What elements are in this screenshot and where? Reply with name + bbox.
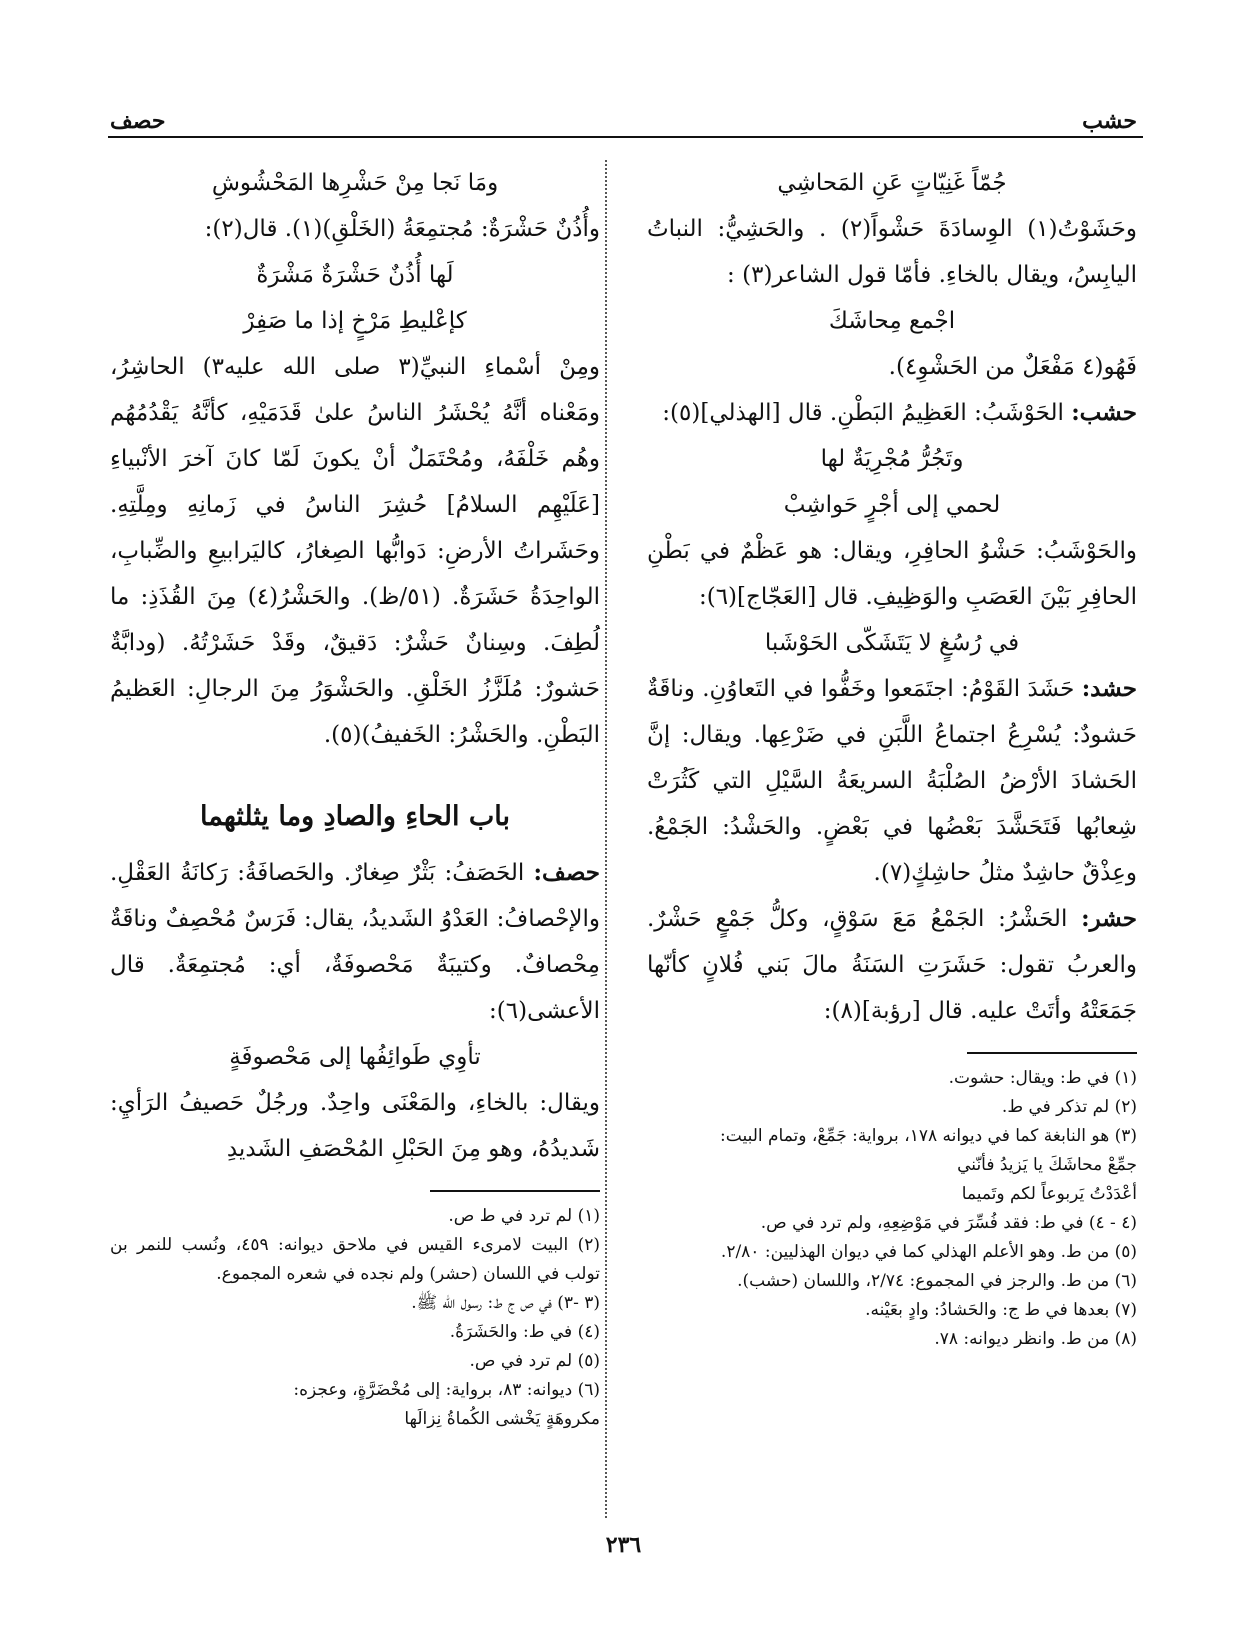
footnote: (٤ - ٤) في ط: فقد فُسِّرَ في مَوْضِعِهِ، ولم ترد في ص. <box>760 1213 1137 1233</box>
footnote: (٧) بعدها في ط ج: والحَشادُ: وادٍ بعَيْنه. <box>865 1300 1137 1320</box>
footnote: (٢) لم تذكر في ط. <box>1001 1097 1137 1117</box>
footnote: (٦) من ط. والرجز في المجموع: ٢/٧٤، واللسان (حشب). <box>737 1271 1137 1291</box>
header-right-word: حشب <box>1082 108 1137 134</box>
footnote: (٨) من ط. وانظر ديوانه: ٧٨. <box>934 1329 1137 1349</box>
footnote: (٣) هو النابغة كما في ديوانه ١٧٨، برواية: جَمِّعْ، وتمام البيت: <box>720 1126 1137 1146</box>
entry-text: حَشَدَ القَوْمُ: اجتَمَعوا وخَفُّوا في التَعاوُنِ. وناقَةٌ حَشودٌ: يُسْرِعُ اجتماعُ اللَّبَنِ في ضَرْعِها. ويقال: إنَّ الحَشادَ الأرْضُ الصُلْبَةُ السريعَةُ السَّيْلِ التي كَثُرَتْ شِعابُها فَتَحَشَّدَ بَعْضُها في بَعْضٍ. والحَشْدُ: الجَمْعُ. وعِذْقٌ حاشِدٌ مثلُ حاشِكٍ(٧). <box>647 676 1137 886</box>
header-left-word: حصف <box>110 108 166 134</box>
verse-line: اجْمع مِحاشَكَ <box>828 308 956 334</box>
page-number: ٢٣٦ <box>605 1532 642 1558</box>
left-column <box>110 160 600 1434</box>
right-column <box>647 160 1137 1354</box>
dictionary-entry <box>647 666 1137 896</box>
entry-text: الحَصَفُ: بَثْرٌ صِغارٌ. والحَصافَةُ: رَكانَةُ العَقْلِ. والإحْصافُ: العَدْوُ الشَديدُ، يقال: فَرَسٌ مُحْصِفٌ وناقَةٌ مِحْصافٌ. وكتيبَةٌ مَحْصوفَةٌ، أي: مُجتمِعَةٌ. قال الأعشى(٦): <box>110 860 600 1024</box>
verse-line: ومَا نَجا مِنْ حَشْرِها المَحْشُوشِ <box>211 170 499 196</box>
verse-line: في رُسُغٍ لا يَتَشَكّى الحَوْشَبا <box>764 630 1020 656</box>
footnote: (٦) ديوانه: ٨٣، برواية: إلى مُخْضَرَّةٍ، وعجزه: <box>293 1380 600 1400</box>
section-title: باب الحاءِ والصادِ وما يثلثهما <box>199 801 511 832</box>
verse-line: لحمي إلى أجْرٍ حَواشِبْ <box>783 492 1001 518</box>
footnote-rule <box>967 1052 1137 1054</box>
dictionary-entry <box>647 896 1137 1034</box>
verse-line: كإعْليطِ مَرْخٍ إذا ما صَفِرْ <box>243 308 467 334</box>
column-divider <box>605 160 607 1518</box>
footnotes <box>110 1202 600 1434</box>
body-text: ويقال: بالخاءِ، والمَعْنَى واحِدٌ. ورجُلٌ حَصيفُ الرَأيِ: شَديدُهُ، وهو مِنَ الحَبْلِ المُحْصَفِ الشَديدِ <box>110 1090 600 1162</box>
page-header <box>110 108 1137 138</box>
entry-headword: حصف: <box>533 859 600 886</box>
footnote: (٥) لم ترد في ص. <box>469 1351 600 1371</box>
footnote: أعْدَدْتُ يَربوعاً لكم وتَميما <box>961 1184 1137 1204</box>
footnote: (١) في ط: ويقال: حشوت. <box>948 1068 1137 1088</box>
body-text: ومِنْ أسْماءِ النبيِّ(٣ صلى الله عليه٣) الحاشِرُ، ومَعْناه أنَّهُ يُحْشَرُ الناسُ علىٰ قَدَمَيْهِ، كأنَّهُ يَقْدُمُهُم وهُم خَلْفَهُ، ومُحْتَمَلٌ أنْ يكونَ لَمّا كانَ آخرَ الأنْبياءِ [عَلَيْهِم السلامُ] حُشِرَ الناسُ في زَمانِهِ ومِلَّتِهِ. وحَشَراتُ الأرضِ: دَوابُّها الصِغارُ، كاليَرابيعِ والضِّبابِ، الواحِدَةُ حَشَرَةٌ. (٥١/ظ). والحَشْرُ(٤) مِنَ القُذَذِ: ما لُطِفَ. وسِنانٌ حَشْرٌ: دَقيقٌ، وقَدْ حَشَرْتُهُ. (ودابَّةٌ حَشورٌ: مُلَزَّزُ الخَلْقِ. والحَشْوَرُ مِنَ الرجالِ: العَظيمُ البَطْنِ. والحَشْرُ: الخَفيفُ)(٥). <box>110 354 601 748</box>
entry-headword: حشر: <box>1081 905 1137 932</box>
footnote: (٥) من ط. وهو الأعلم الهذلي كما في ديوان الهذليين: ٢/٨٠. <box>720 1242 1137 1262</box>
footnotes <box>647 1064 1137 1354</box>
verse-line: تأوِي طَوائِفُها إلى مَحْصوفَةٍ <box>229 1044 481 1070</box>
entry-text: الحَوْشَبُ: العَظِيمُ البَطْنِ. قال [الهذلي](٥): <box>662 400 1072 426</box>
body-text: وحَشَوْتُ(١) الوِسادَةَ حَشْواً(٢) . والحَشِيُّ: النباتُ اليابِسُ، ويقال بالخاءِ. فأمّا قول الشاعر(٣) : <box>647 216 1137 288</box>
footnote: (١) لم ترد في ط ص. <box>448 1206 600 1226</box>
entry-text: الحَشْرُ: الجَمْعُ مَعَ سَوْقٍ، وكلُّ جَمْعٍ حَشْرٌ. والعربُ تقول: حَشَرَتِ السَنَةُ مالَ بَني فُلانٍ كأنّها جَمَعَتْهُ وأتَتْ عليه. قال [رؤبة](٨): <box>647 906 1137 1024</box>
footnote: (٢) البيت لامرىء القيس في ملاحق ديوانه: ٤٥٩، ونُسب للنمر بن تولب في اللسان (حشر) ولم نجده في شعره المجموع. <box>110 1235 600 1284</box>
header-rule <box>108 136 1143 138</box>
dictionary-entry <box>647 390 1137 436</box>
footnote: (٣ -٣) في ص ج ط: رسول الله ﷺ. <box>411 1293 600 1313</box>
verse-line: وتَجُرُّ مُجْرِيَةٌ لها <box>820 446 964 472</box>
entry-headword: حشب: <box>1071 399 1137 426</box>
footnote: مكروهَةٍ يَخْشى الكُماةُ نِزالَها <box>404 1409 600 1429</box>
dictionary-entry <box>110 850 600 1034</box>
footnote-rule <box>430 1190 600 1192</box>
body-text: وأُذُنٌ حَشْرَةٌ: مُجتمِعَةُ (الخَلْقِ)(١). قال(٢): <box>204 216 600 242</box>
body-text: والحَوْشَبُ: حَشْوُ الحافِرِ، ويقال: هو عَظْمٌ في بَطْنِ الحافِرِ بَيْنَ العَصَبِ والوَظِيفِ. قال [العَجّاج](٦): <box>647 538 1137 610</box>
entry-headword: حشد: <box>1081 675 1137 702</box>
footnote: جمِّعْ محاشَكَ يا يَزيدُ فأنّني <box>957 1155 1137 1175</box>
verse-line: لَها أُذُنٌ حَشْرَةٌ مَشْرَةٌ <box>256 262 454 288</box>
verse-line: جُمّاً غَنِيّاتٍ عَنِ المَحاشِي <box>777 170 1007 196</box>
body-text: فَهُو(٤ مَفْعَلٌ من الحَشْوِ٤). <box>888 354 1137 380</box>
footnote: (٤) في ط: والحَشَرَةُ. <box>449 1322 600 1342</box>
